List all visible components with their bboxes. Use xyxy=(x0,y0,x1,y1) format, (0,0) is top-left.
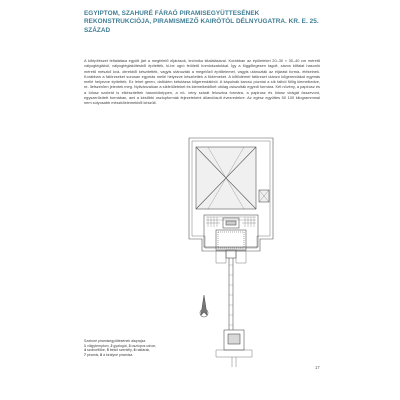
statue-niches xyxy=(226,221,236,225)
body-line: kilogrammmal nem súlyosabb mészkőelemekből készült. xyxy=(84,94,320,105)
body-line: derekből készítették, vagyis utánozták a megelőző építőelemet, vagyis utánozták az eljárást forma- xyxy=(122,68,301,74)
valley-temple-portico xyxy=(216,350,252,357)
body-line: A kőfödémet fatörzset utánzó kőgerendákat egymás mellé helyezve építették. Ez lehet geren- xyxy=(84,73,320,84)
caption-number: 6 xyxy=(133,348,136,353)
caption-item: gyalogút, xyxy=(113,343,129,348)
caption-item: a királyné piramisa xyxy=(103,353,133,358)
figure-caption xyxy=(84,339,179,358)
caption-item: raktárak, xyxy=(136,348,151,353)
caption-item: belső szentély, xyxy=(109,348,134,353)
caption-item: oszlopos udvar, xyxy=(131,343,156,348)
caption-item: szoborfülke, xyxy=(86,348,107,353)
page-number: 17 xyxy=(315,365,320,370)
temple-side-wings xyxy=(216,251,246,263)
body-line: dafödém kétutázsa kőgerendákból. A kápolnák karcsú pózniai a sík falból föllig kiemelkedve, re- xyxy=(84,79,320,90)
caption-number: 1 xyxy=(84,343,86,348)
caption-title: Szahuré piramisegyüttesének alaprajza xyxy=(84,339,146,343)
mortuary-temple xyxy=(204,215,258,247)
body-line: A kőépítészet feltalálása együtt járt a megfelelő eljárások, technika kitalálásával. Korábban az xyxy=(84,58,252,63)
page-heading: EGYIPTOM, SZAHURÉ FÁRAÓ PIRAMISEGYÜTTESÉNEK REKONSTRUKCIÓJA, PIRAMISMEZŐ KAIRÓTÓL DÉLNYUGATRA. KR. E. 25. SZÁZAD xyxy=(84,10,319,34)
body-line: felületű homlokzatokkal. Így a függőlegesen tagolt, sávos kőfalat hasonló méretű mészkő kvá- xyxy=(84,63,320,74)
caption-number: 3 xyxy=(128,343,131,348)
body-line: egyedi formára. Két növény, a papirusz és a lótusz szobrát is elkészítettek hasonlóképpen, a nö- xyxy=(84,84,320,95)
body-line: vény szárát felosztva formára, a papirusz és lótusz virágát összevont, egyszerűsített formában, xyxy=(84,89,320,100)
caption-number: 7 xyxy=(84,353,86,358)
court-columns xyxy=(218,232,244,248)
valley-temple-hall xyxy=(228,334,240,344)
caption-item: völgytemplom, xyxy=(86,343,111,348)
body-line: ami a későbbi oszlopformák fejezeteként állandósult évezredekre. Az egész együttes 50 100 xyxy=(128,94,295,100)
body-line: épületeket 20–30 × 30–40 cm méretű vályogtéglából, vályogtéglakötésből építették, ki-be ugró xyxy=(84,58,320,69)
caption-number: 5 xyxy=(106,348,109,353)
floor-plan-drawing xyxy=(186,135,276,369)
body-text xyxy=(84,58,320,105)
caption-item: piramis, xyxy=(86,353,101,358)
causeway-hatching xyxy=(229,265,233,325)
north-arrow-icon xyxy=(201,295,207,315)
body-line: liefszerűen jelentek meg. Nyilvánvalóan a síkfelületeket és kiemelkedőket utólag csiszolták xyxy=(89,84,247,90)
caption-number: 4 xyxy=(84,348,86,353)
body-line: étékeinek. Korábban a fatörzseket sorosan egymás mellé helyezve készítettek a födémeket. xyxy=(84,68,320,79)
valley-temple-ramp xyxy=(232,357,236,367)
caption-number: 8 xyxy=(100,353,103,358)
caption-number: 2 xyxy=(110,343,113,348)
causeway xyxy=(229,258,233,330)
